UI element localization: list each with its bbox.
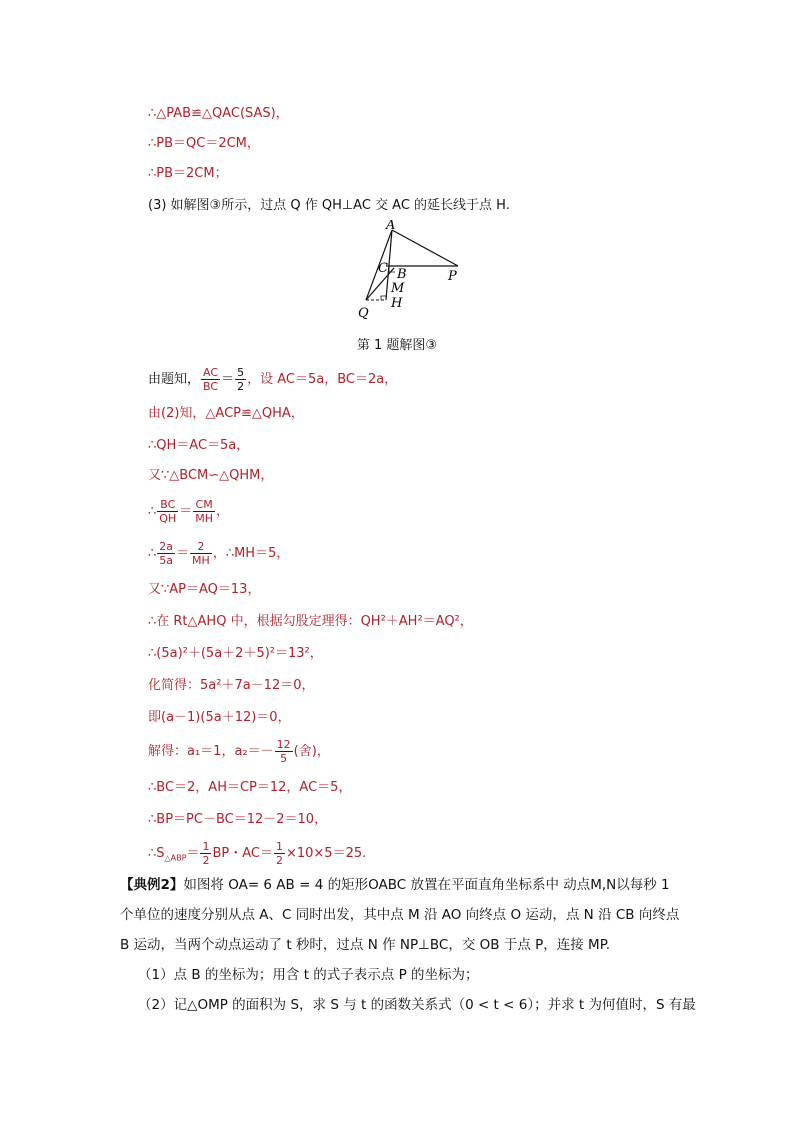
label-m: M xyxy=(391,281,405,296)
example-question-2: （2）记△OMP 的面积为 S，求 S 与 t 的函数关系式（0 < t < 6）；并求 t 为何值时，S 有最 xyxy=(138,997,696,1013)
proof-line-factor: 即(a－1)(5a＋12)＝0， xyxy=(148,710,291,725)
proof-line-qh: ∴QH＝AC＝5a， xyxy=(148,438,250,453)
proof-line-congruence: ∴△PAB≌△QAC(SAS)， xyxy=(148,106,289,121)
part3-intro: (3) 如解图③所示，过点 Q 作 QH⊥AC 交 AC 的延长线于点 H. xyxy=(148,198,510,213)
proof-line-ap-aq: 又∵AP＝AQ＝13， xyxy=(148,582,261,597)
proof-line-pb-qc: ∴PB＝QC＝2CM， xyxy=(148,136,260,151)
right-angle-mark-h xyxy=(381,296,386,300)
geometry-figure xyxy=(356,220,476,330)
label-p: P xyxy=(448,269,457,284)
label-a: A xyxy=(386,220,396,233)
label-b: B xyxy=(397,267,407,282)
proof-line-simplify: 化简得：5a²＋7a－12＝0， xyxy=(148,678,315,693)
example-2-statement xyxy=(120,870,680,960)
label-h: H xyxy=(391,296,403,311)
proof-line-pb: ∴PB＝2CM； xyxy=(148,166,228,181)
proof-line-given-ratio: 由题知， $\frac{AC}{BC}$ ＝ $\frac{5}{2}$ ，设 AC＝5a，BC＝2a， xyxy=(148,366,398,393)
proof-line-ratio2: ∴ $\frac{2a}{5a}$ ＝ $\frac{2}{MH}$ ，∴MH＝5， xyxy=(148,540,290,567)
proof-line-similar: 又∵△BCM∽△QHM， xyxy=(148,468,274,483)
proof-line-values: ∴BC＝2，AH＝CP＝12，AC＝5， xyxy=(148,780,352,795)
proof-line-from-part2: 由(2)知，△ACP≌△QHA， xyxy=(148,406,304,421)
example-text: 如图将 OA= 6 AB = 4 的矩形OABC 放置在平面直角坐标系中 动点M,N以每秒 1 个单位的速度分别从点 A、C 同时出发，其中点 M 沿 AO 向终点 O 运动，点 N 沿 CB 向终点 B 运动，当两个动点运动了 t 秒时，过点 N 作 NP⊥BC，交 OB 于点 P，连接 MP. xyxy=(120,877,680,953)
proof-line-equation: ∴(5a)²＋(5a＋2＋5)²＝13²， xyxy=(148,646,323,661)
example-label: 【典例2】 xyxy=(120,877,184,893)
figure-caption: 第 1 题解图③ xyxy=(356,338,438,353)
label-c: C xyxy=(378,261,388,276)
proof-line-area: $\therefore S_{\triangle ABP}=$ $\frac{1}{2}$ BP・AC＝ $\frac{1}{2}$ ×10×5＝25. xyxy=(148,840,367,867)
segment-ap xyxy=(392,230,458,266)
proof-line-solve: 解得：a₁＝1，a₂＝－ $\frac{12}{5}$ (舍)， xyxy=(148,738,330,765)
proof-line-bp: ∴BP＝PC－BC＝12－2＝10， xyxy=(148,812,328,827)
label-q: Q xyxy=(358,306,369,321)
proof-line-pythagoras: ∴在 Rt△AHQ 中，根据勾股定理得：QH²＋AH²＝AQ²， xyxy=(148,614,473,629)
proof-line-ratio1: ∴ $\frac{BC}{QH}$ ＝ $\frac{CM}{MH}$ ， xyxy=(148,498,230,525)
example-question-1: （1）点 B 的坐标为；用含 t 的式子表示点 P 的坐标为； xyxy=(138,967,479,983)
